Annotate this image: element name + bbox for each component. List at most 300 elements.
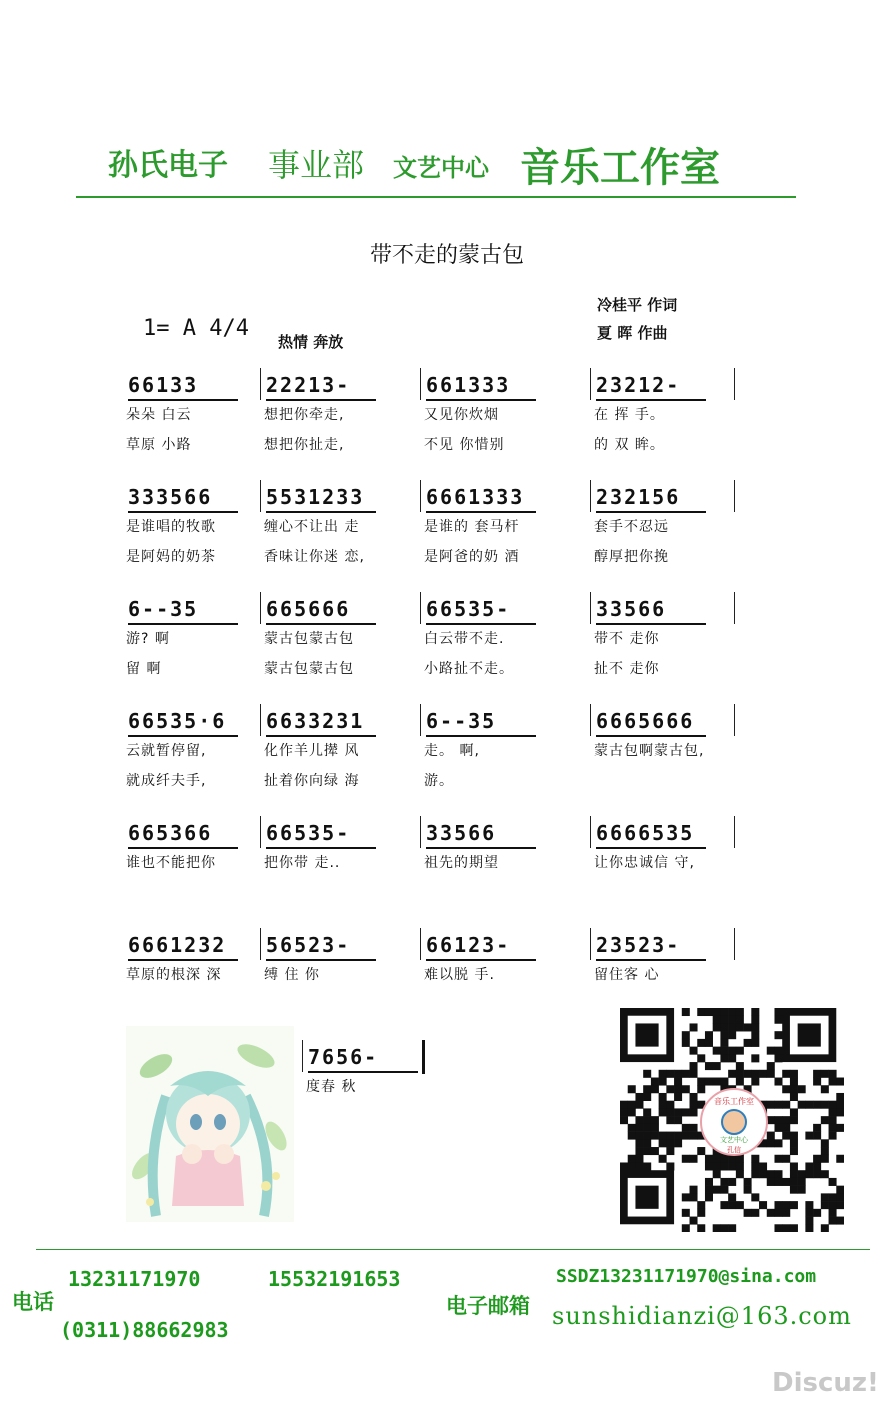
barline — [420, 592, 421, 624]
barline — [734, 592, 735, 624]
qr-module — [697, 1201, 705, 1209]
qr-module — [805, 1209, 813, 1217]
qr-module — [728, 1224, 736, 1232]
qr-module — [774, 1116, 782, 1124]
qr-module — [774, 1016, 782, 1024]
qr-module — [620, 1162, 628, 1170]
qr-module — [720, 1201, 728, 1209]
barline — [420, 704, 421, 736]
qr-module — [628, 1124, 636, 1132]
qr-module — [720, 1008, 728, 1016]
qr-module — [790, 1178, 798, 1186]
qr-module — [790, 1147, 798, 1155]
lyric-verse-2: 留 啊 — [126, 661, 162, 677]
qr-module — [751, 1023, 759, 1031]
measure-notes: 6661333 — [426, 485, 525, 509]
qr-module — [767, 1132, 775, 1140]
barline — [260, 816, 261, 848]
qr-module — [836, 1186, 844, 1194]
qr-module — [767, 1170, 775, 1178]
measure — [426, 708, 590, 738]
qr-module — [744, 1039, 752, 1047]
qr-module — [651, 1085, 659, 1093]
qr-module — [690, 1047, 698, 1055]
qr-module — [790, 1201, 798, 1209]
measure — [266, 484, 420, 514]
qr-module — [697, 1209, 705, 1217]
qr-module — [705, 1155, 713, 1163]
qr-module — [829, 1201, 837, 1209]
beam-underline — [266, 959, 376, 961]
measure-notes: 7656- — [308, 1045, 379, 1069]
beam-underline — [128, 399, 238, 401]
qr-module — [821, 1139, 829, 1147]
qr-module — [782, 1124, 790, 1132]
qr-module — [774, 1078, 782, 1086]
qr-module — [751, 1155, 759, 1163]
qr-module — [829, 1132, 837, 1140]
qr-module — [782, 1224, 790, 1232]
measure — [266, 820, 420, 850]
qr-module — [659, 1093, 667, 1101]
qr-module — [751, 1078, 759, 1086]
qr-module — [720, 1047, 728, 1055]
lyric-verse-1: 游? 啊 — [126, 631, 170, 647]
qr-module — [728, 1178, 736, 1186]
qr-module — [643, 1108, 651, 1116]
qr-module — [690, 1217, 698, 1225]
phone-2: 15532191653 — [268, 1267, 401, 1291]
lyric-verse-1: 留住客 心 — [594, 967, 660, 983]
lyric-verse-2: 扯着你向绿 海 — [264, 773, 360, 789]
qr-module — [798, 1085, 806, 1093]
beam-underline — [426, 959, 536, 961]
beam-underline — [128, 623, 238, 625]
qr-module — [836, 1093, 844, 1101]
email-1[interactable]: SSDZ13231171970@sina.com — [556, 1266, 817, 1287]
lyric-verse-1: 草原的根深 深 — [126, 967, 222, 983]
qr-module — [821, 1193, 829, 1201]
qr-module — [713, 1170, 721, 1178]
qr-module — [767, 1047, 775, 1055]
measure — [266, 596, 420, 626]
qr-module — [682, 1132, 690, 1140]
lyric-verse-2: 小路扯不走。 — [424, 661, 514, 677]
qr-module — [635, 1155, 643, 1163]
measure — [596, 372, 734, 402]
qr-module — [805, 1217, 813, 1225]
measure-notes: 66535- — [266, 821, 351, 845]
barline — [590, 368, 591, 400]
qr-module — [829, 1217, 837, 1225]
measure — [426, 484, 590, 514]
measure-notes: 33566 — [596, 597, 667, 621]
badge-subtitle: 文艺中心 — [720, 1136, 748, 1144]
qr-module — [651, 1147, 659, 1155]
qr-module — [736, 1062, 744, 1070]
qr-module — [813, 1170, 821, 1178]
measure-notes: 23523- — [596, 933, 681, 957]
beam-underline — [128, 511, 238, 513]
qr-module — [790, 1132, 798, 1140]
measure — [128, 820, 260, 850]
lyricist-credit: 冷桂平 作词 — [597, 296, 678, 314]
qr-module — [774, 1209, 782, 1217]
barline — [260, 592, 261, 624]
header-part-4: 音乐工作室 — [520, 144, 720, 191]
measure-notes: 6666535 — [596, 821, 695, 845]
qr-module — [674, 1070, 682, 1078]
qr-module — [782, 1116, 790, 1124]
qr-module — [628, 1108, 636, 1116]
qr-module — [836, 1201, 844, 1209]
qr-module — [628, 1101, 636, 1109]
qr-module — [782, 1085, 790, 1093]
qr-module — [782, 1178, 790, 1186]
qr-module — [728, 1008, 736, 1016]
song-title: 带不走的蒙古包 — [369, 243, 524, 268]
qr-module — [643, 1139, 651, 1147]
qr-module — [829, 1078, 837, 1086]
qr-module — [705, 1039, 713, 1047]
qr-module — [705, 1031, 713, 1039]
qr-module — [666, 1085, 674, 1093]
qr-module — [690, 1108, 698, 1116]
qr-module — [821, 1116, 829, 1124]
qr-module — [767, 1209, 775, 1217]
barline — [734, 480, 735, 512]
qr-module — [643, 1070, 651, 1078]
lyric-verse-1: 套手不忍远 — [594, 519, 669, 535]
lyric-verse-1: 让你忠诚信 守, — [594, 855, 695, 871]
qr-module — [790, 1224, 798, 1232]
beam-underline — [266, 511, 376, 513]
qr-module — [697, 1039, 705, 1047]
measure-notes: 6633231 — [266, 709, 365, 733]
qr-module — [821, 1101, 829, 1109]
qr-module — [666, 1116, 674, 1124]
qr-module — [697, 1224, 705, 1232]
beam-underline — [128, 959, 238, 961]
qr-module — [774, 1054, 782, 1062]
qr-module — [736, 1008, 744, 1016]
beam-underline — [266, 623, 376, 625]
measure-notes: 665366 — [128, 821, 213, 845]
qr-module — [666, 1132, 674, 1140]
qr-module — [713, 1008, 721, 1016]
lyric-verse-2: 是阿爸的奶 酒 — [424, 549, 520, 565]
qr-module — [813, 1101, 821, 1109]
qr-module — [713, 1224, 721, 1232]
email-2[interactable]: sunshidianzi@163.com — [552, 1302, 852, 1330]
lyric-verse-2: 醇厚把你挽 — [594, 549, 669, 565]
qr-center-badge — [700, 1088, 768, 1156]
qr-module — [674, 1132, 682, 1140]
measure-notes: 66535·6 — [128, 709, 227, 733]
qr-module — [782, 1132, 790, 1140]
qr-module — [651, 1116, 659, 1124]
qr-module — [713, 1023, 721, 1031]
qr-module — [736, 1047, 744, 1055]
lyric-verse-1: 带不 走你 — [594, 631, 660, 647]
qr-module — [813, 1078, 821, 1086]
qr-module — [674, 1116, 682, 1124]
qr-module — [682, 1193, 690, 1201]
qr-module — [728, 1201, 736, 1209]
qr-module — [751, 1162, 759, 1170]
lyric-verse-1: 谁也不能把你 — [126, 855, 216, 871]
qr-module — [674, 1093, 682, 1101]
measure — [128, 596, 260, 626]
measure-notes: 6--35 — [426, 709, 497, 733]
tempo-marking: 热情 奔放 — [278, 333, 344, 351]
qr-module — [728, 1054, 736, 1062]
beam-underline — [308, 1071, 418, 1073]
measure-notes: 665666 — [266, 597, 351, 621]
qr-module — [805, 1132, 813, 1140]
lyric-verse-1: 蒙古包啊蒙古包, — [594, 743, 705, 759]
qr-module — [674, 1085, 682, 1093]
qr-module — [720, 1078, 728, 1086]
qr-module — [682, 1039, 690, 1047]
qr-module — [836, 1108, 844, 1116]
lyric-verse-1: 祖先的期望 — [424, 855, 499, 871]
qr-module — [674, 1108, 682, 1116]
qr-module — [690, 1193, 698, 1201]
lyric-verse-2: 扯不 走你 — [594, 661, 660, 677]
qr-module — [790, 1139, 798, 1147]
qr-module — [790, 1162, 798, 1170]
measure-notes: 6665666 — [596, 709, 695, 733]
qr-module — [666, 1147, 674, 1155]
qr-module — [666, 1070, 674, 1078]
header-part-3: 文艺中心 — [393, 154, 489, 182]
qr-module — [713, 1062, 721, 1070]
anime-girl-illustration — [126, 1026, 294, 1222]
qr-module — [659, 1101, 667, 1109]
qr-module — [690, 1070, 698, 1078]
qr-module — [728, 1047, 736, 1055]
barline — [260, 704, 261, 736]
lyric-verse-2: 游。 — [424, 773, 454, 789]
qr-module — [736, 1162, 744, 1170]
qr-module — [798, 1170, 806, 1178]
beam-underline — [128, 735, 238, 737]
qr-module — [651, 1132, 659, 1140]
phone-1: 13231171970 — [68, 1267, 201, 1291]
lyric-verse-2: 就成纤夫手, — [126, 773, 207, 789]
qr-module — [751, 1193, 759, 1201]
qr-module — [751, 1170, 759, 1178]
qr-module — [666, 1139, 674, 1147]
qr-module — [829, 1124, 837, 1132]
qr-module — [635, 1124, 643, 1132]
qr-module — [690, 1155, 698, 1163]
qr-module — [782, 1070, 790, 1078]
qr-module — [651, 1124, 659, 1132]
qr-module — [728, 1193, 736, 1201]
lyric-verse-1: 是谁唱的牧歌 — [126, 519, 216, 535]
measure — [266, 372, 420, 402]
qr-module — [713, 1186, 721, 1194]
qr-module — [829, 1209, 837, 1217]
beam-underline — [596, 735, 706, 737]
qr-module — [728, 1016, 736, 1024]
measure — [128, 932, 260, 962]
qr-module — [774, 1178, 782, 1186]
qr-module — [674, 1078, 682, 1086]
qr-module — [728, 1031, 736, 1039]
qr-module — [782, 1209, 790, 1217]
badge-title: 音乐工作室 — [714, 1097, 754, 1106]
qr-module — [705, 1162, 713, 1170]
qr-module — [774, 1124, 782, 1132]
qr-module — [836, 1124, 844, 1132]
badge-avatar — [721, 1109, 747, 1135]
qr-module — [774, 1201, 782, 1209]
lyric-verse-1: 想把你牵走, — [264, 407, 345, 423]
barline — [260, 368, 261, 400]
qr-module — [790, 1186, 798, 1194]
qr-module — [659, 1078, 667, 1086]
qr-module — [813, 1209, 821, 1217]
beam-underline — [426, 735, 536, 737]
qr-module — [805, 1224, 813, 1232]
qr-module — [836, 1217, 844, 1225]
qr-module — [697, 1054, 705, 1062]
beam-underline — [426, 511, 536, 513]
qr-module — [728, 1070, 736, 1078]
beam-underline — [266, 847, 376, 849]
lyric-verse-2: 想把你扯走, — [264, 437, 345, 453]
measure — [266, 932, 420, 962]
qr-module — [836, 1193, 844, 1201]
qr-module — [790, 1085, 798, 1093]
qr-module — [728, 1023, 736, 1031]
measure-notes: 6--35 — [128, 597, 199, 621]
forum-watermark: Discuz! — [772, 1368, 879, 1398]
beam-underline — [596, 959, 706, 961]
qr-module — [751, 1008, 759, 1016]
lyric-verse-1: 又见你炊烟 — [424, 407, 499, 423]
qr-module — [705, 1062, 713, 1070]
qr-module — [635, 1162, 643, 1170]
qr-module — [836, 1078, 844, 1086]
measure — [266, 708, 420, 738]
lyric-verse-1: 蒙古包蒙古包 — [264, 631, 354, 647]
barline — [590, 480, 591, 512]
beam-underline — [596, 511, 706, 513]
qr-module — [813, 1155, 821, 1163]
measure — [596, 484, 734, 514]
qr-module — [628, 1162, 636, 1170]
qr-module — [690, 1093, 698, 1101]
measure-notes: 333566 — [128, 485, 213, 509]
qr-module — [782, 1201, 790, 1209]
qr-module — [659, 1139, 667, 1147]
qr-module — [713, 1162, 721, 1170]
qr-module — [682, 1224, 690, 1232]
header-divider — [76, 196, 796, 198]
qr-module — [736, 1155, 744, 1163]
barline — [590, 816, 591, 848]
qr-module — [829, 1116, 837, 1124]
qr-module — [643, 1132, 651, 1140]
qr-module — [790, 1170, 798, 1178]
header-part-2: 事业部 — [268, 146, 365, 184]
qr-module — [620, 1116, 628, 1124]
measure — [128, 708, 260, 738]
qr-module — [720, 1023, 728, 1031]
qr-module — [635, 1147, 643, 1155]
qr-module — [666, 1108, 674, 1116]
qr-module — [805, 1170, 813, 1178]
qr-module — [713, 1078, 721, 1086]
qr-module — [821, 1170, 829, 1178]
qr-module — [728, 1162, 736, 1170]
qr-module — [821, 1070, 829, 1078]
qr-module — [697, 1085, 705, 1093]
lyric-verse-1: 难以脱 手. — [424, 967, 495, 983]
qr-module — [813, 1132, 821, 1140]
qr-module — [829, 1070, 837, 1078]
qr-module — [697, 1008, 705, 1016]
header-part-1: 孙氏电子 — [108, 148, 228, 183]
qr-module — [736, 1078, 744, 1086]
measure-notes: 66133 — [128, 373, 199, 397]
barline — [590, 592, 591, 624]
qr-module — [690, 1023, 698, 1031]
qr-module — [821, 1085, 829, 1093]
qr-module — [744, 1070, 752, 1078]
qr-module — [720, 1178, 728, 1186]
beam-underline — [426, 399, 536, 401]
qr-module — [720, 1186, 728, 1194]
barline — [734, 928, 735, 960]
qr-module — [790, 1108, 798, 1116]
measure — [426, 596, 590, 626]
qr-module — [767, 1178, 775, 1186]
measure — [596, 596, 734, 626]
qr-module — [643, 1093, 651, 1101]
lyric-verse-2: 蒙古包蒙古包 — [264, 661, 354, 677]
qr-module — [690, 1186, 698, 1194]
qr-module — [682, 1124, 690, 1132]
qr-module — [774, 1031, 782, 1039]
qr-module — [713, 1047, 721, 1055]
qr-module — [767, 1062, 775, 1070]
lyric-verse-1: 在 挥 手。 — [594, 407, 665, 423]
qr-finder-inner — [635, 1023, 658, 1046]
qr-module — [736, 1016, 744, 1024]
qr-module — [774, 1170, 782, 1178]
qr-module — [736, 1023, 744, 1031]
barline — [420, 368, 421, 400]
qr-module — [805, 1101, 813, 1109]
qr-module — [767, 1101, 775, 1109]
qr-module — [751, 1039, 759, 1047]
qr-module — [682, 1108, 690, 1116]
beam-underline — [426, 623, 536, 625]
measure — [128, 484, 260, 514]
qr-module — [736, 1170, 744, 1178]
lyric-verse-2: 草原 小路 — [126, 437, 192, 453]
lyric-verse-1: 是谁的 套马杆 — [424, 519, 520, 535]
barline — [734, 816, 735, 848]
badge-name: 孔信 — [727, 1146, 741, 1154]
qr-module — [659, 1108, 667, 1116]
qr-module — [620, 1108, 628, 1116]
